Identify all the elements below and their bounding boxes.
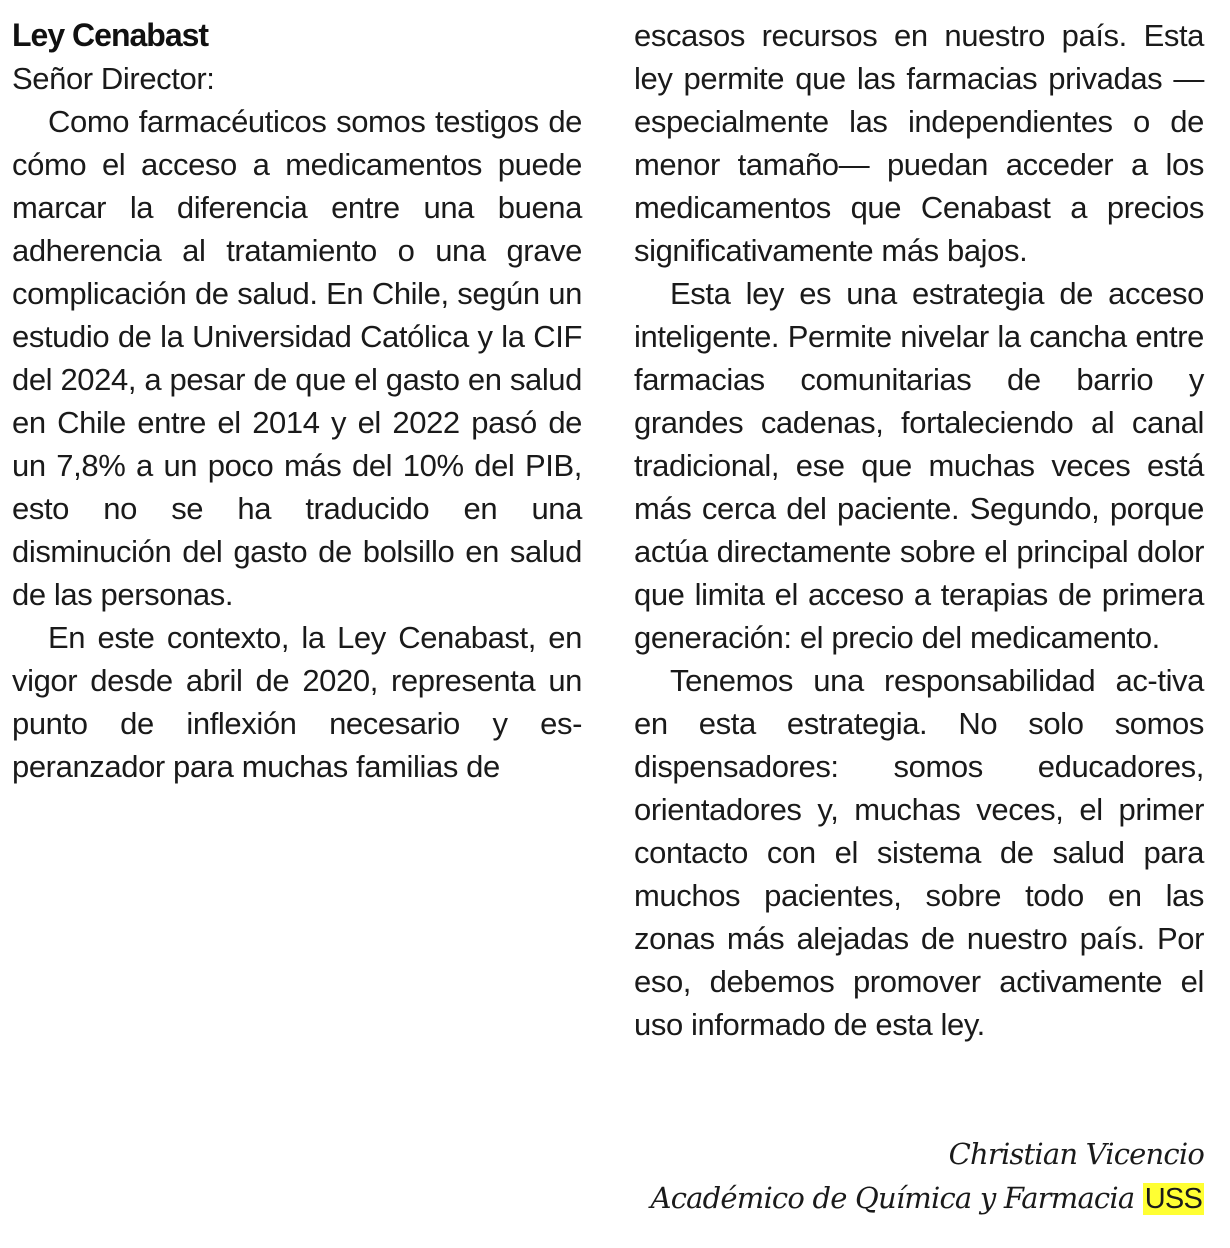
paragraph-4: Tenemos una responsabilidad ac-tiva en esta estrategia. No solo somos dispensadores: somos educadores, orientadores y, muchas veces, el primer contacto con el sistema de salud para muchos pacientes, sobre todo en las zonas más alejadas de nuestro país. Por eso, debemos promover activamente el uso informado de esta ley. xyxy=(634,663,1204,1042)
paragraph-2-continued: escasos recursos en nuestro país. Esta ley permite que las farmacias privadas —especialmente las independientes o de menor tamaño— puedan acceder a los medicamentos que Cenabast a precios significativamente más bajos. xyxy=(634,18,1204,268)
institution-highlight: USS xyxy=(1144,1183,1202,1215)
letter-title: Ley Cenabast xyxy=(12,17,209,53)
paragraph-1: Como farmacéuticos somos testigos de cómo el acceso a medicamentos puede marcar la diferencia entre una buena adherencia al tratamiento o una grave complicación de salud. En Chile, según un estudio de la Universidad Católica y la CIF del 2024, a pesar de que el gasto en salud en Chile entre el 2014 y el 2022 pasó de un 7,8% a un poco más del 10% del PIB, esto no se ha traducido en una disminución del gasto de bolsillo en salud de las personas. xyxy=(12,104,582,612)
paragraph-2: En este contexto, la Ley Cenabast, en vigor desde abril de 2020, representa un punto de inflexión necesario y es-peranzador para muchas familias de xyxy=(12,620,582,784)
left-column xyxy=(12,14,582,788)
author-role-line xyxy=(651,1176,1204,1221)
signature-block xyxy=(651,1132,1204,1221)
author-name: Christian Vicencio xyxy=(948,1137,1204,1171)
salutation: Señor Director: xyxy=(12,61,215,96)
right-column xyxy=(634,14,1204,1046)
author-role: Académico de Química y Farmacia xyxy=(650,1181,1135,1215)
paragraph-3: Esta ley es una estrategia de acceso inteligente. Permite nivelar la cancha entre farmacias comunitarias de barrio y grandes cadenas, fortaleciendo al canal tradicional, ese que muchas veces está más cerca del paciente. Segundo, porque actúa directamente sobre el principal dolor que limita el acceso a terapias de primera generación: el precio del medicamento. xyxy=(634,276,1204,655)
